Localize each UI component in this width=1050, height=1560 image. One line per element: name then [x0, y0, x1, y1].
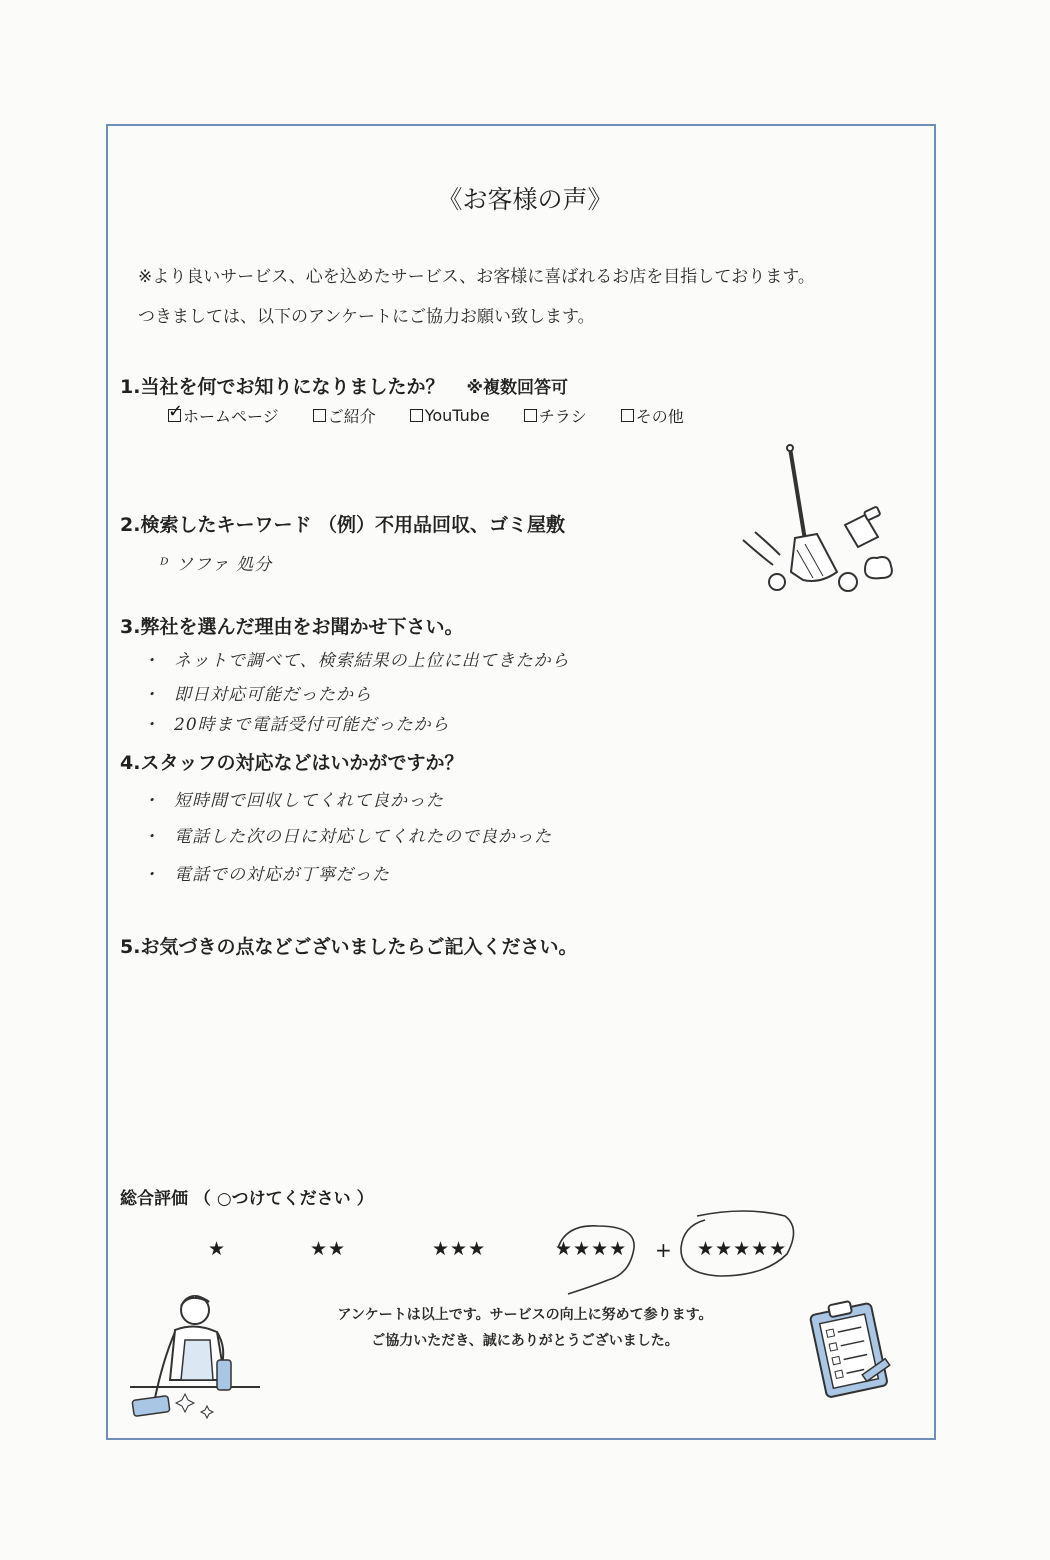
- question-3-answer-2: ・ 即日対応可能だったから: [142, 685, 372, 705]
- option-referral[interactable]: [313, 404, 376, 427]
- checkbox-icon[interactable]: [313, 409, 326, 422]
- question-4-label: 4.スタッフの対応などはいかがですか？: [120, 752, 464, 774]
- answer-text: 即日対応可能だったから: [174, 685, 372, 705]
- dustpan-icon: [840, 505, 890, 555]
- multiple-answer-note: ※複数回答可: [466, 378, 568, 398]
- option-flyer[interactable]: [524, 404, 587, 427]
- page-title: 《お客様の声》: [437, 185, 613, 214]
- question-1: [120, 372, 568, 399]
- question-5-answer-area[interactable]: [140, 975, 900, 1155]
- selection-circle-5: [675, 1206, 805, 1286]
- option-youtube[interactable]: [410, 404, 490, 427]
- intro-line-1: ※より良いサービス、心を込めたサービス、お客様に喜ばれるお店を目指しております。: [138, 267, 815, 287]
- selection-circle-4: [548, 1216, 648, 1296]
- question-3-label: 3.弊社を選んだ理由をお聞かせ下さい。: [120, 616, 464, 638]
- cleaning-person-icon: [125, 1290, 265, 1425]
- closing-line-1: アンケートは以上です。サービスの向上に努めて参ります。: [337, 1307, 713, 1323]
- rating-2-stars[interactable]: ★★: [310, 1238, 347, 1260]
- checkbox-icon[interactable]: [410, 409, 423, 422]
- rating-1-star[interactable]: ★: [208, 1238, 227, 1260]
- intro-line-2: つきましては、以下のアンケートにご協力お願い致します。: [138, 307, 595, 327]
- question-4-answer-2: ・ 電話した次の日に対応してくれたので良かった: [142, 827, 552, 847]
- question-1-label: 1.当社を何でお知りになりましたか？: [120, 376, 445, 398]
- option-label: その他: [635, 407, 684, 426]
- option-other[interactable]: [621, 404, 684, 427]
- checkbox-icon[interactable]: [524, 409, 537, 422]
- rating-4-stars[interactable]: ★★★★: [555, 1238, 628, 1260]
- option-homepage[interactable]: [168, 404, 279, 427]
- rating-label: 総合評価 （ ○つけてください ）: [120, 1189, 374, 1209]
- question-2-label: 2.検索したキーワード （例）不用品回収、ゴミ屋敷: [120, 514, 566, 536]
- option-label: ご紹介: [327, 407, 376, 426]
- checkbox-checked-icon[interactable]: [168, 409, 181, 422]
- answer-text: 短時間で回収してくれて良かった: [174, 791, 444, 811]
- question-3-answer-3: ・ 20時まで電話受付可能だったから: [142, 715, 450, 735]
- question-4-answer-1: ・ 短時間で回収してくれて良かった: [142, 791, 444, 811]
- closing-line-2: ご協力いただき、誠にありがとうございました。: [371, 1333, 679, 1349]
- question-3-answer-1: ・ ネットで調べて、検索結果の上位に出てきたから: [142, 651, 570, 671]
- clipboard-icon: [800, 1296, 900, 1406]
- rating-3-stars[interactable]: ★★★: [432, 1238, 487, 1260]
- answer-text: 電話した次の日に対応してくれたので良かった: [174, 827, 552, 847]
- question-5-label: 5.お気づきの点などございましたらご記入ください。: [120, 936, 578, 958]
- checkbox-icon[interactable]: [621, 409, 634, 422]
- option-label: ホームページ: [183, 407, 279, 426]
- rating-plus: +: [655, 1238, 673, 1262]
- handwritten-mark: ᴰ: [160, 555, 170, 575]
- answer-text: 20時まで電話受付可能だったから: [174, 715, 450, 735]
- question-2-answer: [160, 550, 272, 575]
- answer-text: ネットで調べて、検索結果の上位に出てきたから: [174, 651, 570, 671]
- rating-5-stars[interactable]: ★★★★★: [697, 1238, 788, 1260]
- question-1-options: [168, 404, 684, 427]
- answer-text: 電話での対応が丁寧だった: [174, 865, 390, 885]
- option-label: YouTube: [424, 406, 490, 425]
- option-label: チラシ: [538, 407, 587, 426]
- question-2-answer-text: ソファ 処分: [176, 555, 273, 575]
- question-4-answer-3: ・ 電話での対応が丁寧だった: [142, 865, 390, 885]
